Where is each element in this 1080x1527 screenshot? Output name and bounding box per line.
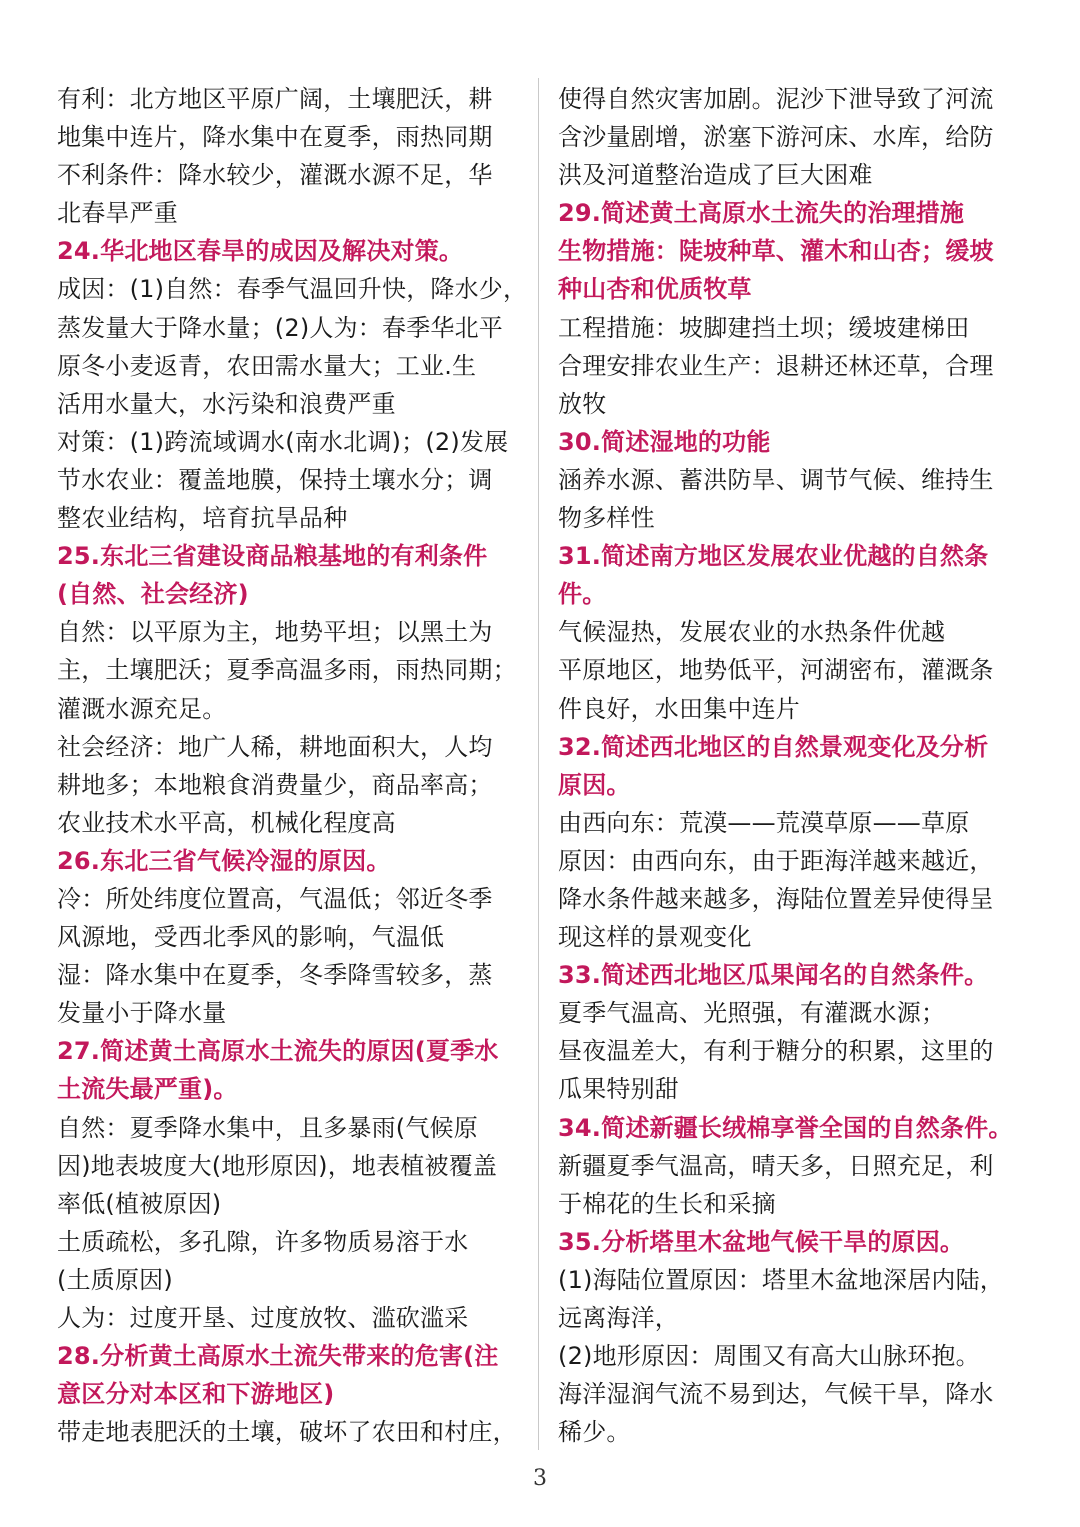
answer-text-line: 蒸发量大于降水量；(2)人为：春季华北平 (57, 313, 503, 342)
question-heading-line: 种山杏和优质牧草 (558, 275, 752, 304)
answer-text-line: 原因：由西向东，由于距海洋越来越近， (558, 846, 994, 875)
question-heading-line: 26.东北三省气候冷湿的原因。 (57, 846, 391, 875)
answer-text-line: 土质疏松，多孔隙，许多物质易溶于水 (57, 1227, 469, 1256)
question-heading-line: 33.简述西北地区瓜果闻名的自然条件。 (558, 961, 989, 990)
question-heading-line: 32.简述西北地区的自然景观变化及分析 (558, 732, 989, 761)
answer-text-line: 现这样的景观变化 (558, 923, 752, 952)
answer-text-line: 涵养水源、蓄洪防旱、调节气候、维持生 (558, 465, 994, 494)
answer-text-line: 海洋湿润气流不易到达，气候干旱，降水 (558, 1380, 994, 1409)
answer-text-line: (土质原因) (57, 1265, 173, 1294)
answer-text-line: 件良好，水田集中连片 (558, 694, 800, 723)
page-number: 3 (533, 1466, 547, 1491)
answer-text-line: 原冬小麦返青，农田需水量大；工业.生 (57, 351, 477, 380)
question-heading-line: 生物措施：陡坡种草、灌木和山杏；缓坡 (558, 237, 994, 266)
question-heading-line: 34.简述新疆长绒棉享誉全国的自然条件。 (558, 1113, 1013, 1142)
question-heading-line: 24.华北地区春旱的成因及解决对策。 (57, 237, 464, 266)
answer-text-line: 主，土壤肥沃；夏季高温多雨，雨热同期； (57, 656, 517, 685)
answer-text-line: 放牧 (558, 389, 607, 418)
answer-text-line: 于棉花的生长和采摘 (558, 1189, 776, 1218)
question-heading-line: 28.分析黄土高原水土流失带来的危害(注 (57, 1342, 499, 1371)
question-heading-line: 25.东北三省建设商品粮基地的有利条件 (57, 542, 488, 571)
answer-text-line: 降水条件越来越多，海陆位置差异使得呈 (558, 884, 994, 913)
answer-text-line: 整农业结构，培育抗旱品种 (57, 504, 348, 533)
answer-text-line: 平原地区，地势低平，河湖密布，灌溉条 (558, 656, 994, 685)
answer-text-line: 瓜果特别甜 (558, 1075, 679, 1104)
answer-text-line: 成因：(1)自然：春季气温回升快，降水少， (57, 275, 527, 304)
answer-text-line: (1)海陆位置原因：塔里木盆地深居内陆， (558, 1265, 1004, 1294)
answer-text-line: 昼夜温差大，有利于糖分的积累，这里的 (558, 1037, 994, 1066)
answer-text-line: 洪及河道整治造成了巨大困难 (558, 161, 873, 190)
answer-text-line: 湿：降水集中在夏季，冬季降雪较多，蒸 (57, 961, 493, 990)
answer-text-line: 带走地表肥沃的土壤，破坏了农田和村庄， (57, 1418, 517, 1447)
answer-text-line: 因)地表坡度大(地形原因)，地表植被覆盖 (57, 1151, 498, 1180)
question-heading-line: (自然、社会经济) (57, 580, 249, 609)
answer-text-line: 耕地多；本地粮食消费量少，商品率高； (57, 770, 493, 799)
question-heading-line: 31.简述南方地区发展农业优越的自然条 (558, 542, 989, 571)
answer-text-line: 节水农业：覆盖地膜，保持土壤水分；调 (57, 465, 493, 494)
answer-text-line: 发量小于降水量 (57, 999, 227, 1028)
answer-text-line: 有利：北方地区平原广阔，土壤肥沃，耕 (57, 85, 493, 113)
answer-text-line: 农业技术水平高，机械化程度高 (57, 808, 396, 837)
answer-text-line: 率低(植被原因) (57, 1189, 222, 1218)
answer-text-line: 夏季气温高、光照强，有灌溉水源； (558, 999, 946, 1028)
answer-text-line: 含沙量剧增，淤塞下游河床、水库，给防 (558, 123, 994, 152)
answer-text-line: 北春旱严重 (57, 199, 178, 228)
answer-text-line: (2)地形原因：周围又有高大山脉环抱。 (558, 1342, 980, 1371)
answer-text-line: 使得自然灾害加剧。泥沙下泄导致了河流 (558, 85, 994, 113)
answer-text-line: 稀少。 (558, 1418, 631, 1447)
question-heading-line: 原因。 (558, 770, 631, 799)
left-column (57, 80, 527, 1451)
answer-text-line: 新疆夏季气温高，晴天多，日照充足，利 (558, 1151, 994, 1180)
question-heading-line: 土流失最严重)。 (57, 1075, 238, 1104)
answer-text-line: 自然：以平原为主，地势平坦；以黑土为 (57, 618, 493, 647)
answer-text-line: 冷：所处纬度位置高，气温低；邻近冬季 (57, 884, 493, 913)
answer-text-line: 人为：过度开垦、过度放牧、滥砍滥采 (57, 1304, 469, 1332)
answer-text-line: 由西向东：荒漠——荒漠草原——草原 (558, 808, 970, 837)
answer-text-line: 自然：夏季降水集中，且多暴雨(气候原 (57, 1113, 478, 1142)
answer-text-line: 合理安排农业生产：退耕还林还草，合理 (558, 351, 994, 380)
column-divider (538, 78, 539, 1450)
question-heading-line: 30.简述湿地的功能 (558, 427, 771, 456)
answer-text-line: 对策：(1)跨流域调水(南水北调)；(2)发展 (57, 427, 509, 456)
question-heading-line: 27.简述黄土高原水土流失的原因(夏季水 (57, 1037, 499, 1066)
answer-text-line: 不利条件：降水较少，灌溉水源不足，华 (57, 161, 493, 190)
answer-text-line: 风源地，受西北季风的影响，气温低 (57, 923, 445, 952)
right-column (558, 80, 1030, 1451)
answer-text-line: 社会经济：地广人稀，耕地面积大，人均 (57, 732, 493, 761)
answer-text-line: 活用水量大，水污染和浪费严重 (57, 389, 396, 418)
question-heading-line: 件。 (558, 580, 607, 609)
answer-text-line: 物多样性 (558, 504, 655, 533)
answer-text-line: 工程措施：坡脚建挡土坝；缓坡建梯田 (558, 313, 970, 342)
answer-text-line: 远离海洋， (558, 1304, 679, 1332)
answer-text-line: 气候湿热，发展农业的水热条件优越 (558, 618, 946, 647)
question-heading-line: 35.分析塔里木盆地气候干旱的原因。 (558, 1227, 965, 1256)
answer-text-line: 地集中连片，降水集中在夏季，雨热同期 (57, 123, 493, 152)
question-heading-line: 意区分对本区和下游地区) (57, 1380, 335, 1409)
answer-text-line: 灌溉水源充足。 (57, 694, 227, 723)
question-heading-line: 29.简述黄土高原水土流失的治理措施 (558, 199, 965, 228)
